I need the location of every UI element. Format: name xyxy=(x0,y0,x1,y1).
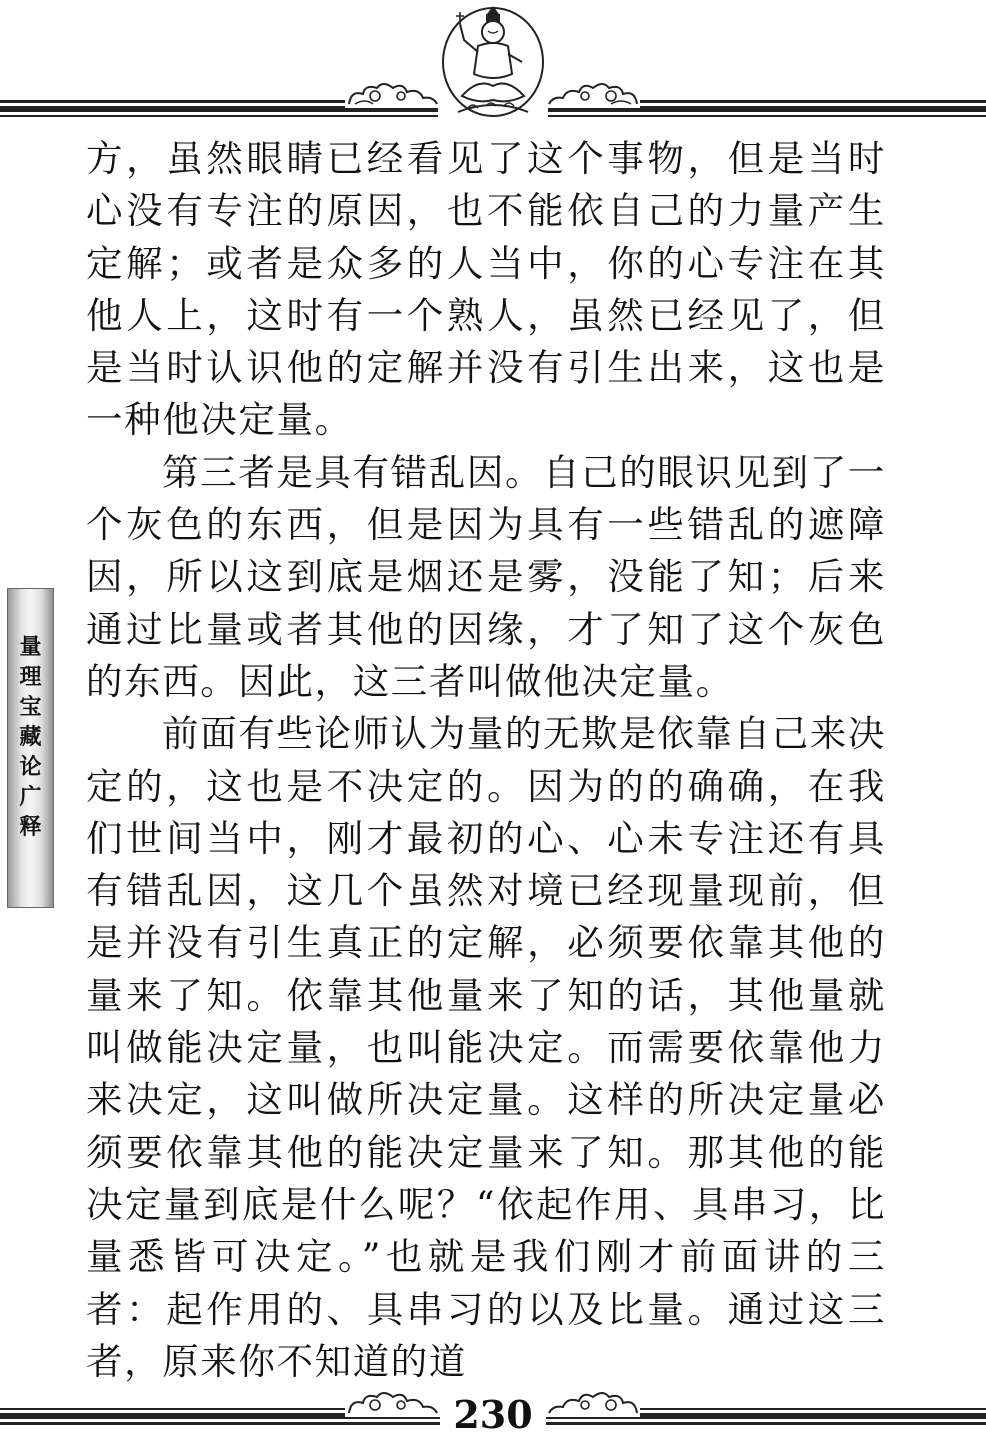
paragraph: 前面有些论师认为量的无欺是依靠自己来决定的，这也是不决定的。因为的的确确，在我们世间当中，刚才最初的心、心未专注还有具有错乱因，这几个虽然对境已经现量现前，但是并没有引生真正的定解，必须要依靠其他的量来了知。依靠其他量来了知的话，其他量就叫做能决定量，也叫能决定。而需要依靠他力来决定，这叫做所决定量。这样的所决定量必须要依靠其他的能决定量来了知。那其他的能决定量到底是什么呢？“依起作用、具串习，比量悉皆可决定。”也就是我们刚才前面讲的三者：起作用的、具串习的以及比量。通过这三者，原来你不知道的道 xyxy=(86,712,886,1383)
page-number-box xyxy=(440,1393,546,1437)
page-body xyxy=(86,133,886,1388)
page-number: 230 xyxy=(453,1392,533,1437)
side-tab-title: 量理宝藏论广释 xyxy=(19,635,42,840)
cloud-ornament-icon xyxy=(545,1387,640,1417)
cloud-ornament-icon xyxy=(345,80,440,108)
side-tab xyxy=(7,588,54,908)
page-header xyxy=(0,0,986,125)
cloud-ornament-icon xyxy=(345,1387,440,1417)
deity-emblem-icon xyxy=(438,4,548,120)
page-footer xyxy=(0,1385,986,1443)
paragraph: 第三者是具有错乱因。自己的眼识见到了一个灰色的东西，但是因为具有一些错乱的遮障因，所以这到底是烟还是雾，没能了知；后来通过比量或者其他的因缘，才了知了这个灰色的东西。因此，这三者叫做他决定量。 xyxy=(86,450,886,703)
paragraph: 方，虽然眼睛已经看见了这个事物，但是当时心没有专注的原因，也不能依自己的力量产生定解；或者是众多的人当中，你的心专注在其他人上，这时有一个熟人，虽然已经见了，但是当时认识他的定解并没有引生出来，这也是一种他决定量。 xyxy=(86,137,886,442)
cloud-ornament-icon xyxy=(545,80,640,108)
